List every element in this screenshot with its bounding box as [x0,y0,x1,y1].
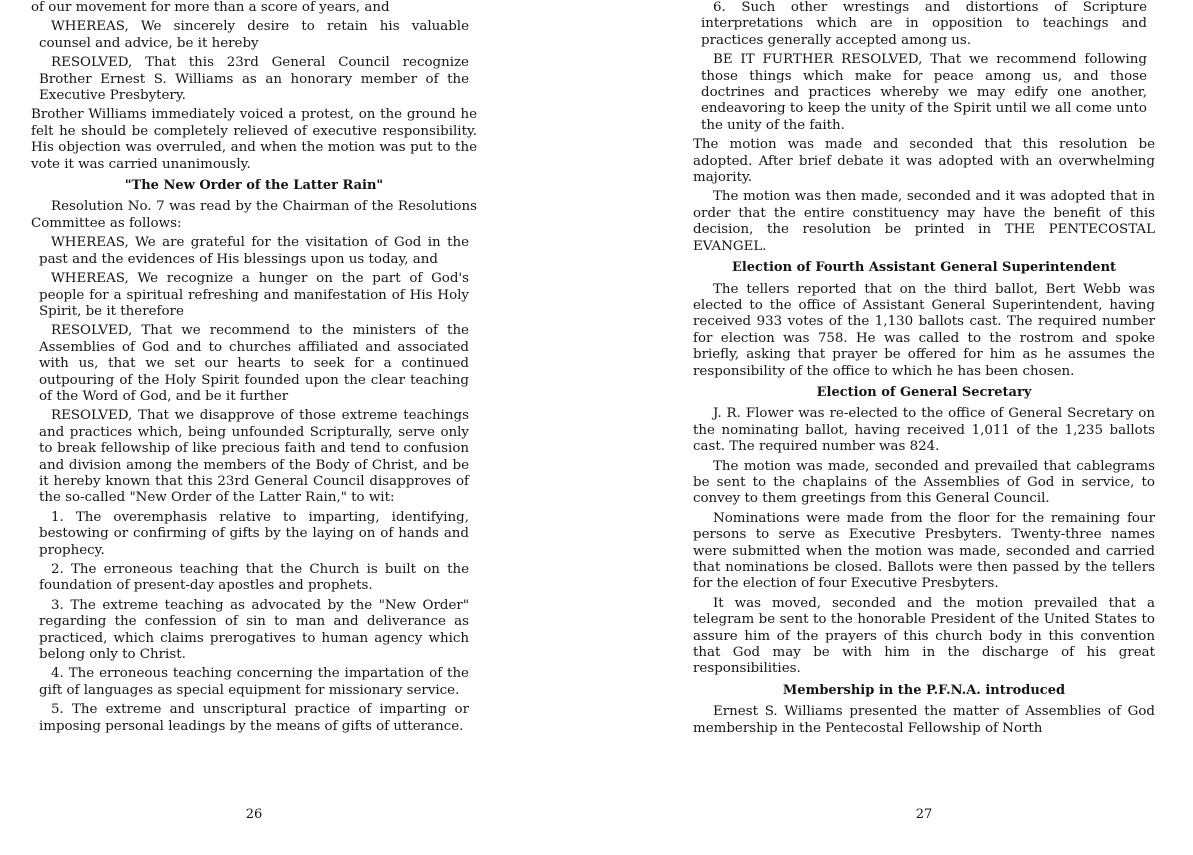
page-number: 26 [245,806,263,822]
paragraph: The motion was made, seconded and prevailed that cablegrams be sent to the chaplains of the Assemblies of God in service, to convey to them greetings from this General Council. [693,458,1155,507]
resolution-paragraph: WHEREAS, We are grateful for the visitation of God in the past and the evidences of His blessings upon us today, and [39,235,469,267]
section-heading: Membership in the P.F.N.A. introduced [782,682,1066,698]
section-heading: Election of General Secretary [816,384,1032,400]
paragraph: Brother Williams immediately voiced a protest, on the ground he felt he should be completely relieved of executive responsibility. His objection was overruled, and when the motion was put to the vote it was carried unanimously. [31,107,477,172]
list-item: 1. The overemphasis relative to imparting, identifying, bestowing or confirming of gifts by the laying on of hands and prophecy. [39,509,469,558]
paragraph: Resolution No. 7 was read by the Chairman of the Resolutions Committee as follows: [31,199,477,231]
list-item: 5. The extreme and unscriptural practice of imparting or imposing personal leadings by the means of gifts of utterance. [39,702,469,734]
section-heading: Election of Fourth Assistant General Superintendent [731,260,1117,276]
section-heading: "The New Order of the Latter Rain" [124,178,384,194]
paragraph: Ernest S. Williams presented the matter of Assemblies of God membership in the Pentecostal Fellowship of North [693,704,1155,736]
resolution-paragraph: WHEREAS, We recognize a hunger on the part of God's people for a spiritual refreshing and manifestation of His Holy Spirit, be it therefore [39,271,469,319]
list-item: 2. The erroneous teaching that the Church is built on the foundation of present-day apostles and prophets. [39,562,469,594]
resolution-paragraph: RESOLVED, That we disapprove of those extreme teachings and practices which, being unfounded Scripturally, serve only to break fellowship of like precious faith and tend to confusion and division among the members of the Body of Christ, and be it hereby known that this 23rd General Council disapproves of the so-called "New Order of the Latter Rain," to wit: [39,408,469,506]
paragraph: J. R. Flower was re-elected to the office of General Secretary on the nominating ballot, having received 1,011 of the 1,235 ballots cast. The required number was 824. [693,406,1155,455]
list-item: 4. The erroneous teaching concerning the impartation of the gift of languages as special equipment for missionary service. [39,666,469,698]
paragraph: of our movement for more than a score of years, and [31,0,390,15]
paragraph: It was moved, seconded and the motion prevailed that a telegram be sent to the honorable President of the United States to assure him of the prayers of this church body in this convention that God may be with him in the discharge of his great responsibilities. [693,595,1155,677]
right-page [693,0,1155,855]
resolution-paragraph: BE IT FURTHER RESOLVED, That we recommend following those things which make for peace among us, and those doctrines and practices whereby we may edify one another, endeavoring to keep the unity of the Spirit until we all come unto the unity of the faith. [701,52,1147,133]
list-item: 3. The extreme teaching as advocated by the "New Order" regarding the confession of sin to man and deliverance as practiced, which claims prerogatives to human agency which belong only to Christ. [39,597,469,663]
paragraph: WHEREAS, We sincerely desire to retain his valuable counsel and advice, be it hereby [39,19,469,51]
paragraph: The motion was then made, seconded and it was adopted that in order that the entire constituency may have the benefit of this decision, the resolution be printed in THE PENTECOSTAL EVANGEL. [693,189,1155,254]
paragraph: The motion was made and seconded that this resolution be adopted. After brief debate it was adopted with an overwhelming majority. [693,137,1155,186]
page-number: 27 [915,806,933,822]
resolution-paragraph: RESOLVED, That we recommend to the ministers of the Assemblies of God and to churches affiliated and associated with us, that we set our hearts to seek for a continued outpouring of the Holy Spirit founded upon the clear teaching of the Word of God, and be it further [39,323,469,404]
paragraph: The tellers reported that on the third ballot, Bert Webb was elected to the office of Assistant General Superintendent, having received 933 votes of the 1,130 ballots cast. The required number for election was 758. He was called to the rostrom and spoke briefly, asking that prayer be offered for him as he assumes the responsibility of the office to which he has been chosen. [693,281,1155,379]
left-page [31,0,477,855]
list-item: 6. Such other wrestings and distortions of Scripture interpretations which are in opposition to teachings and practices generally accepted among us. [701,0,1147,48]
paragraph: RESOLVED, That this 23rd General Council recognize Brother Ernest S. Williams as an honorary member of the Executive Presbytery. [39,55,469,104]
paragraph: Nominations were made from the floor for the remaining four persons to serve as Executive Presbyters. Twenty-three names were submitted when the motion was made, seconded and carried that nominations be closed. Ballots were then passed by the tellers for the election of four Executive Presbyters. [693,510,1155,592]
